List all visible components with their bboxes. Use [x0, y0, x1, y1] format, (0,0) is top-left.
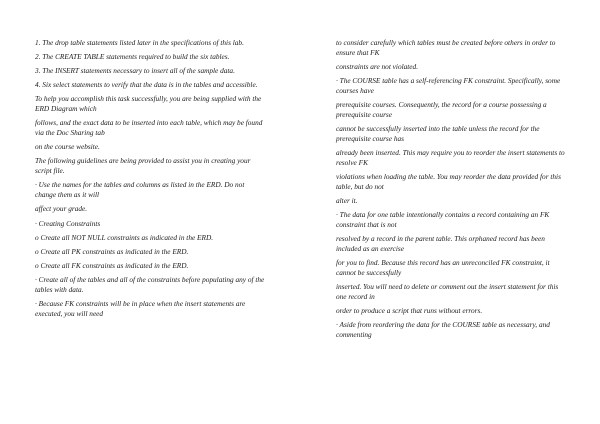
right-paragraph: prerequisite courses. Consequently, the record for a course possessing a prerequisite course	[336, 100, 547, 119]
right-paragraph: resolved by a record in the parent table. This orphaned record has been included as an exercise	[336, 234, 545, 254]
left-paragraph: · Use the names for the tables and columns as listed in the ERD. Do not change them as it will	[35, 180, 245, 200]
right-paragraph: constraints are not violated.	[336, 62, 419, 71]
left-paragraph: follows, and the exact data to be inserted into each table, which may be found via the Doc Sharing tab	[35, 118, 263, 138]
left-paragraph: To help you accomplish this task successfully, you are being supplied with the ERD Diagram which	[35, 94, 262, 114]
right-paragraph: already been inserted. This may require you to reorder the insert statements to resolve FK	[336, 148, 565, 167]
right-paragraph: order to produce a script that runs without errors.	[336, 306, 483, 316]
left-paragraph: · Create all of the tables and all of the constraints before populating any of the tables with data.	[35, 274, 265, 294]
right-text-column	[336, 38, 566, 344]
right-paragraph: inserted. You will need to delete or comment out the insert statement for this one record in	[336, 282, 559, 302]
right-paragraph: alter it.	[336, 196, 358, 206]
left-paragraph: 2. The CREATE TABLE statements required to build the six tables.	[35, 52, 230, 62]
left-paragraph: o Create all NOT NULL constraints as indicated in the ERD.	[35, 232, 214, 242]
left-paragraph: · Because FK constraints will be in place when the insert statements are executed, you will need	[35, 298, 246, 318]
right-paragraph: to consider carefully which tables must be created before others in order to ensure that FK	[336, 38, 556, 57]
left-paragraph: 1. The drop table statements listed later in the specifications of this lab.	[35, 38, 244, 47]
left-paragraph: 4. Six select statements to verify that the data is in the tables and accessible.	[35, 80, 258, 90]
left-paragraph: affect your grade.	[35, 204, 88, 214]
left-paragraph: o Create all FK constraints as indicated in the ERD.	[35, 260, 189, 270]
right-paragraph: · Aside from reordering the data for the COURSE table as necessary, and commenting	[336, 320, 550, 340]
right-paragraph: violations when loading the table. You may reorder the data provided for this table, but do not	[336, 172, 561, 191]
right-paragraph: for you to find. Because this record has an unreconciled FK constraint, it cannot be successfully	[336, 258, 550, 278]
left-paragraph: on the course website.	[35, 142, 100, 152]
right-paragraph: · The COURSE table has a self-referencing FK constraint. Specifically, some courses have	[336, 76, 561, 95]
right-paragraph: cannot be successfully inserted into the table unless the record for the prerequisite course has	[336, 124, 540, 143]
left-text-column	[35, 38, 267, 323]
left-paragraph: The following guidelines are being provided to assist you in creating your script file.	[35, 156, 251, 176]
right-paragraph: · The data for one table intentionally contains a record containing an FK constraint that is not	[336, 210, 550, 230]
left-paragraph: · Creating Constraints	[35, 218, 101, 228]
left-paragraph: o Create all PK constraints as indicated in the ERD.	[35, 246, 189, 256]
left-paragraph: 3. The INSERT statements necessary to insert all of the sample data.	[35, 66, 235, 76]
